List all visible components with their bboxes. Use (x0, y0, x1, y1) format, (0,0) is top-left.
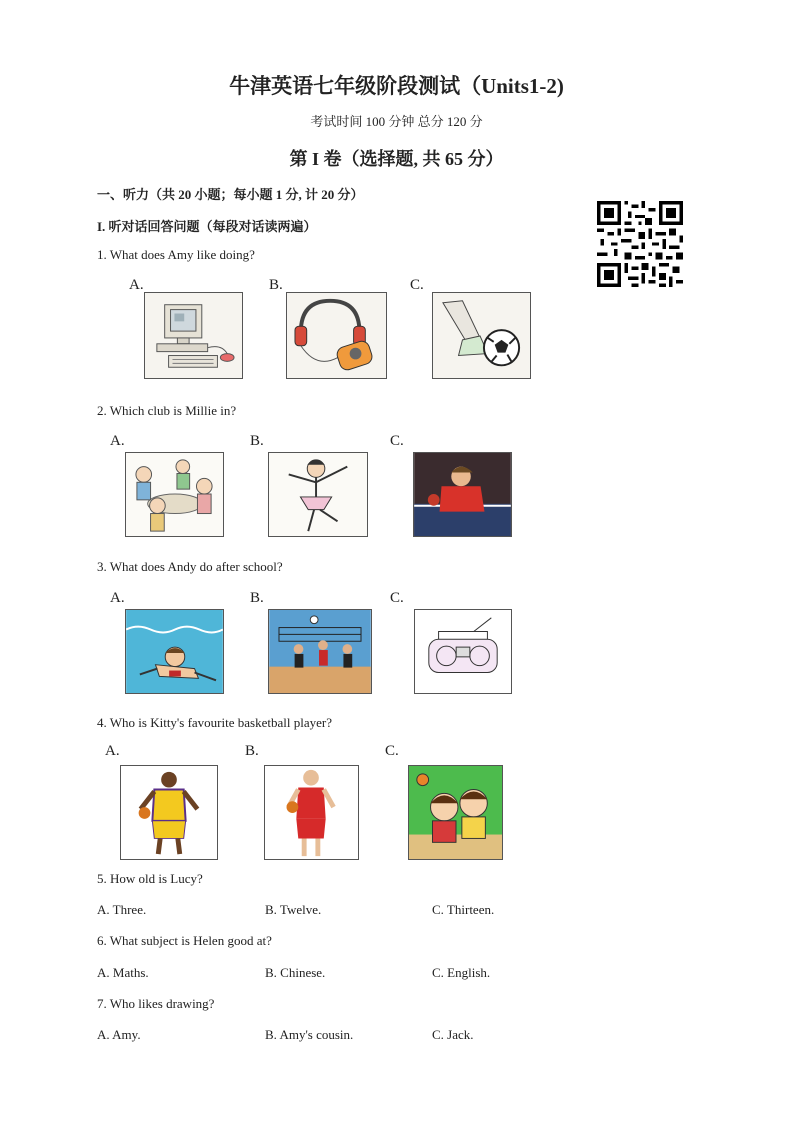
option-label: B. (245, 743, 259, 759)
section-heading: 一、听力（共 20 小题；每小题 1 分, 计 20 分） (97, 187, 364, 202)
answer-option-a[interactable]: A. Amy. (97, 1027, 141, 1042)
option-label: C. (390, 590, 404, 606)
option-label: B. (250, 433, 264, 449)
option-label: C. (390, 433, 404, 449)
lakers-player-picture[interactable] (120, 765, 218, 860)
answer-option-b[interactable]: B. Twelve. (265, 902, 322, 917)
reading-club-picture[interactable] (125, 452, 224, 537)
question-7: 7. Who likes drawing? (97, 996, 215, 1011)
answer-option-b[interactable]: B. Amy's cousin. (265, 1027, 354, 1042)
part-title: 第 I 卷（选择题, 共 65 分） (289, 149, 504, 169)
option-label: A. (105, 743, 120, 759)
option-label: B. (250, 590, 264, 606)
answer-option-c[interactable]: C. Jack. (432, 1027, 474, 1042)
headphones-picture[interactable] (286, 292, 387, 379)
table-tennis-picture[interactable] (413, 452, 512, 537)
answer-option-b[interactable]: B. Chinese. (265, 965, 326, 980)
option-label: C. (410, 277, 424, 293)
radio-picture[interactable] (414, 609, 512, 694)
answer-option-c[interactable]: C. English. (432, 965, 491, 980)
computer-picture[interactable] (144, 292, 243, 379)
dancing-picture[interactable] (268, 452, 368, 537)
page-title: 牛津英语七年级阶段测试（Units1-2) (229, 74, 564, 98)
qr-code (597, 201, 683, 287)
question-5: 5. How old is Lucy? (97, 871, 203, 886)
question-4: 4. Who is Kitty's favourite basketball player? (97, 715, 332, 730)
swimming-picture[interactable] (125, 609, 224, 694)
subsection-heading: I. 听对话回答问题（每段对话读两遍） (97, 219, 317, 234)
answer-option-a[interactable]: A. Maths. (97, 965, 149, 980)
football-picture[interactable] (432, 292, 531, 379)
exam-info: 考试时间 100 分钟 总分 120 分 (310, 114, 483, 129)
answer-option-c[interactable]: C. Thirteen. (432, 902, 495, 917)
question-3: 3. What does Andy do after school? (97, 559, 283, 574)
volleyball-picture[interactable] (268, 609, 372, 694)
answer-option-a[interactable]: A. Three. (97, 902, 147, 917)
question-2: 2. Which club is Millie in? (97, 403, 237, 418)
option-label: C. (385, 743, 399, 759)
option-label: B. (269, 277, 283, 293)
question-6: 6. What subject is Helen good at? (97, 933, 272, 948)
option-label: A. (110, 590, 125, 606)
cartoon-basketball-picture[interactable] (408, 765, 503, 860)
rockets-player-picture[interactable] (264, 765, 359, 860)
option-label: A. (129, 277, 144, 293)
question-1: 1. What does Amy like doing? (97, 247, 255, 262)
option-label: A. (110, 433, 125, 449)
